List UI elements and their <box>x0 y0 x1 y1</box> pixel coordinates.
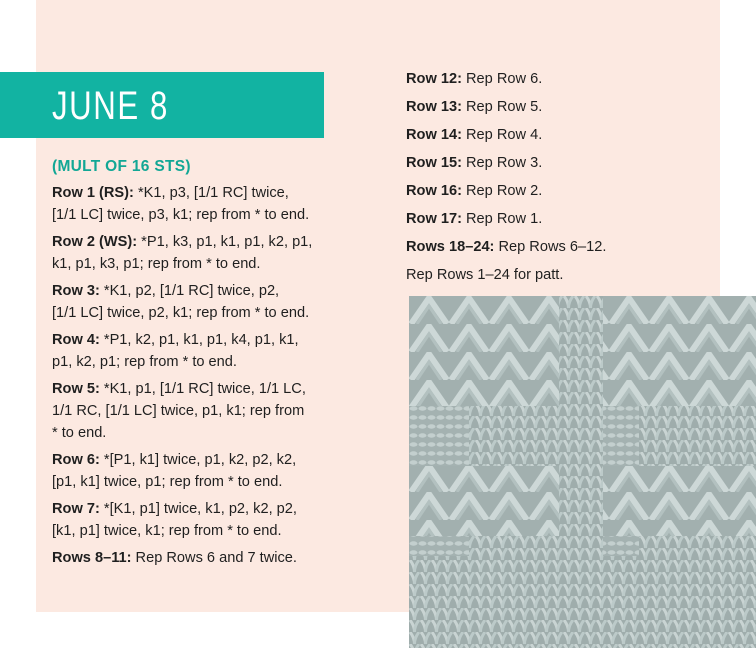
row-instruction: *P1, k2, p1, k1, p1, k4, p1, k1, <box>99 332 299 348</box>
row-label: Row 17: <box>406 211 462 227</box>
row-instruction: Rep Row 3. <box>461 155 543 171</box>
stitch-multiple: (MULT OF 16 STS) <box>52 158 191 175</box>
row-instruction: [k1, p1] twice, k1; rep from * to end. <box>52 523 282 539</box>
pattern-repeat-note: Rep Rows 1–24 for patt. <box>406 267 564 283</box>
pattern-row <box>52 231 372 275</box>
row-instruction: [1/1 LC] twice, p2, k1; rep from * to end. <box>52 305 310 321</box>
row-instruction: [p1, k1] twice, p1; rep from * to end. <box>52 474 283 490</box>
row-instruction: Rep Rows 6 and 7 twice. <box>131 550 297 566</box>
pattern-row <box>52 449 372 493</box>
row-instruction: Rep Row 5. <box>461 99 543 115</box>
pattern-row <box>52 547 372 569</box>
pattern-row <box>52 378 372 444</box>
pattern-row <box>406 124 726 146</box>
row-instruction: * to end. <box>52 425 107 441</box>
row-label: Row 15: <box>406 155 462 171</box>
row-instruction: *K1, p2, [1/1 RC] twice, p2, <box>99 283 280 299</box>
pattern-row <box>406 68 726 90</box>
pattern-column-right <box>406 68 726 292</box>
row-instruction: Rep Rows 6–12. <box>494 239 607 255</box>
row-label: Row 16: <box>406 183 462 199</box>
pattern-row <box>52 498 372 542</box>
row-instruction: Rep Row 6. <box>461 71 543 87</box>
pattern-row <box>406 180 726 202</box>
knit-texture-image <box>409 296 756 648</box>
row-label: Row 5: <box>52 381 100 397</box>
row-instruction: Rep Row 2. <box>461 183 543 199</box>
pattern-row <box>406 208 726 230</box>
pattern-row <box>52 280 372 324</box>
row-label: Rows 8–11: <box>52 550 132 566</box>
row-label: Rows 18–24: <box>406 239 495 255</box>
row-instruction: *[K1, p1] twice, k1, p2, k2, p2, <box>99 501 297 517</box>
row-instruction: 1/1 RC, [1/1 LC] twice, p1, k1; rep from <box>52 403 305 419</box>
row-label: Row 3: <box>52 283 100 299</box>
row-instruction: Rep Row 1. <box>461 211 543 227</box>
row-label: Row 13: <box>406 99 462 115</box>
row-instruction: *K1, p3, [1/1 RC] twice, <box>133 185 289 201</box>
row-instruction: p1, k2, p1; rep from * to end. <box>52 354 237 370</box>
pattern-column-left <box>52 156 372 574</box>
row-instruction: *K1, p1, [1/1 RC] twice, 1/1 LC, <box>99 381 306 397</box>
row-instruction: k1, p1, k3, p1; rep from * to end. <box>52 256 261 272</box>
row-label: Row 12: <box>406 71 462 87</box>
pattern-row <box>52 182 372 226</box>
row-label: Row 2 (WS): <box>52 234 138 250</box>
row-instruction: *P1, k3, p1, k1, p1, k2, p1, <box>137 234 313 250</box>
knitted-swatch-photo <box>409 296 756 648</box>
row-label: Row 1 (RS): <box>52 185 134 201</box>
row-label: Row 4: <box>52 332 100 348</box>
pattern-row <box>406 152 726 174</box>
row-label: Row 7: <box>52 501 100 517</box>
row-instruction: [1/1 LC] twice, p3, k1; rep from * to end. <box>52 207 310 223</box>
row-instruction: *[P1, k1] twice, p1, k2, p2, k2, <box>99 452 297 468</box>
row-label: Row 14: <box>406 127 462 143</box>
pattern-row <box>406 236 726 258</box>
pattern-row <box>406 96 726 118</box>
row-instruction: Rep Row 4. <box>461 127 543 143</box>
row-label: Row 6: <box>52 452 100 468</box>
date-title: JUNE 8 <box>52 84 169 128</box>
pattern-row <box>52 329 372 373</box>
